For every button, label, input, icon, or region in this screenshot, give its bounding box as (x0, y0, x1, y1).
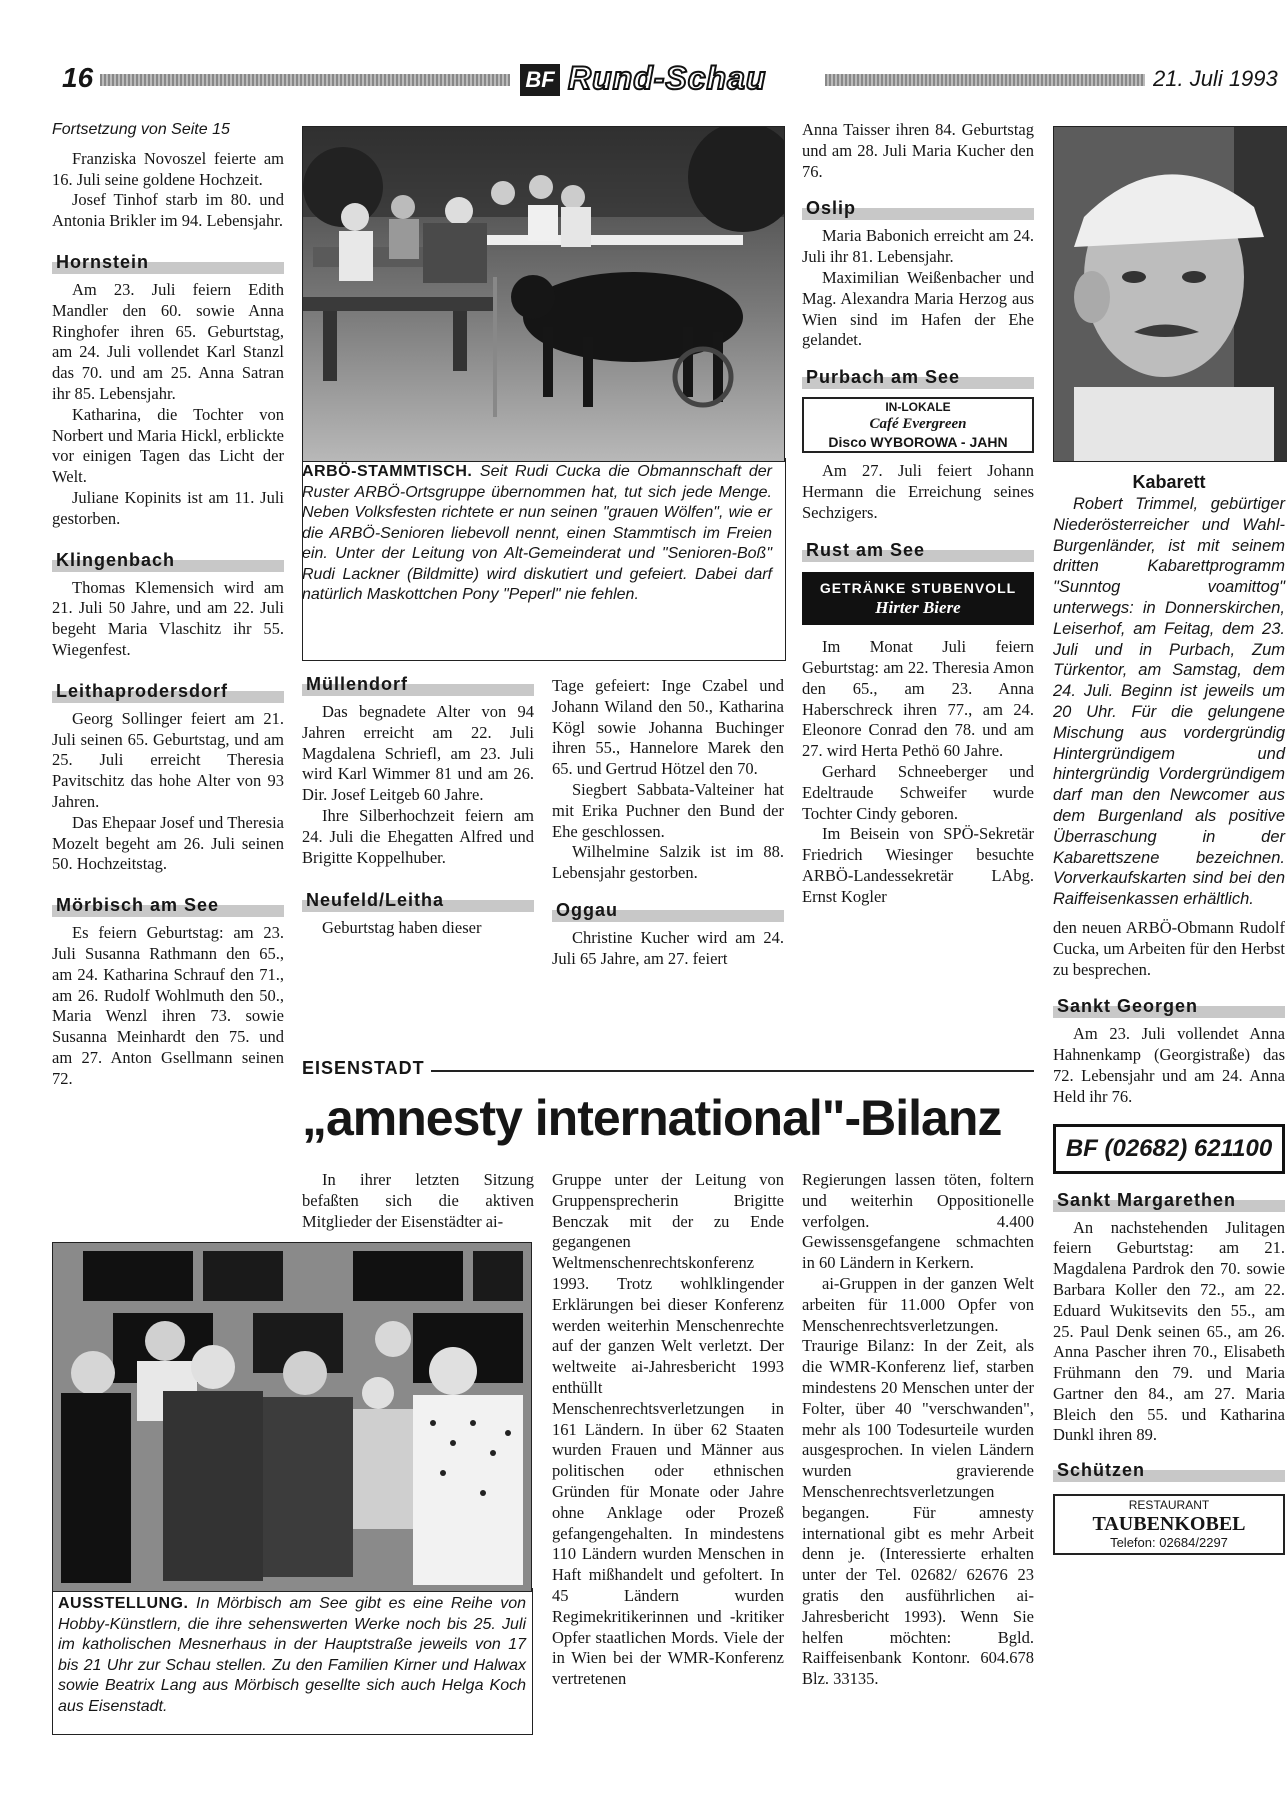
paragraph: Josef Tinhof starb im 80. und Antonia Brikler im 94. Lebensjahr. (52, 190, 284, 231)
ad-restaurant (1053, 1494, 1285, 1555)
paragraph: Maximilian Weißenbacher und Mag. Alexandra Maria Herzog aus Wien sind im Hafen der Ehe gelandet. (802, 267, 1034, 350)
kabarett-title: Kabarett (1132, 472, 1206, 492)
ad-restaurant-line2: TAUBENKOBEL (1092, 1513, 1246, 1536)
paragraph: Georg Sollinger feiert am 21. Juli seinen 65. Geburtstag, und am 25. Juli erreicht Theresia Pavitschitz das hohe Alter von 93 Jahren. (52, 708, 284, 811)
logo-title: Rund-Schau (568, 60, 767, 96)
ad-evergreen-line1: IN-LOKALE (885, 400, 951, 415)
ad-getraenke (802, 572, 1034, 626)
masthead-rule-left (100, 74, 510, 86)
ad-evergreen-line3: Disco WYBOROWA - JAHN (828, 434, 1008, 451)
paragraph: Am 23. Juli vollendet Anna Hahnenkamp (Georgistraße) das 72. Lebensjahr und am 24. Anna Held ihr 76. (1053, 1024, 1285, 1106)
paragraph: An nachstehenden Julitagen feiern Geburtstag: am 21. Magdalena Pardrok den 70. sowie Barbara Koller den 72., am 22. Eduard Wukitsevits den 55., am 25. Paul Denk seinen 65., am 26. Anna Pascher ihren 70., Elisabeth Frühmann den 79. und Maria Gartner den 84., am 27. Maria Bleich den 55. und Katharina Dunkl ihren 89. (1053, 1217, 1285, 1445)
section-heading-schuetzen: Schützen (1053, 1458, 1285, 1482)
eisenstadt-kicker (302, 1058, 1034, 1084)
caption-text: Seit Rudi Cucka die Obmannschaft der Ruster ARBÖ-Ortsgruppe übernommen hat, tut sich jede Menge. Neben Volksfesten richtete er nun seinen "grauen Wölfen", wie er die ARBÖ-Senioren liebevoll nennt, einen Stammtisch im Freien ein. Unter der Leitung von Alt-Gemeinderat und "Senioren-Boß" Rudi Lackner (Bildmitte) wird diskutiert und gefeiert. Dabei darf natürlich Maskottchen Pony "Peperl" nie fehlen. (302, 463, 772, 603)
paragraph: ai-Gruppen in der ganzen Welt arbeiten für 11.000 Opfer von Menschenrechtsverletzungen. Traurige Bilanz: In der Zeit, als die WMR-Konferenz lief, starben mindestens 20 Menschen unter der Folter, über 40 "verschwanden", mehr als 100 Todesurteile wurden ausgesprochen. In vielen Ländern wurden gravierende Menschenrechtsverletzungen begangen. Für amnesty international gibt es mehr Arbeit denn je. (Interessierte erhalten unter der Tel. 02682/ 62676 23 gratis den ausführlichen ai-Jahresbericht 1993). Wenn Sie helfen möchten: Bgld. Raiffeisenbank Kontonr. 604.678 Blz. 33135. (802, 1273, 1034, 1689)
caption-lead: ARBÖ-STAMMTISCH. (302, 463, 473, 480)
ad-evergreen (802, 397, 1034, 453)
article-headline: „amnesty international"-Bilanz (302, 1090, 1002, 1146)
article-col-a (302, 1170, 534, 1232)
page-number: 16 (62, 62, 94, 93)
caption-text: In Mörbisch am See gibt es eine Reihe von Hobby-Künstlern, die ihre sehenswerten Werke noch bis 25. Juli im katholischen Mesnerhaus in der Hauptstraße jeweils von 17 bis 21 Uhr zur Schau stellen. Zu den Familien Kirner und Halwax sowie Beatrix Lang aus Mörbisch gesellte sich auch Helga Koch aus Eisenstadt. (58, 1595, 526, 1715)
continuation-note: Fortsetzung von Seite 15 (52, 121, 230, 138)
section-heading-leithaprodersdorf: Leithaprodersdorf (52, 679, 284, 703)
section-heading-margarethen: Sankt Margarethen (1053, 1188, 1285, 1212)
section-heading-oslip: Oslip (802, 196, 1034, 220)
kabarett-caption: Robert Trimmel, gebürtiger Niederösterreicher und Wahl-Burgenländer, ist mit seinem dritten Kabarettprogramm "Sunntog voamittog" unterwegs: in Donnerskirchen, Leiserhof, am Feitag, dem 23. Juli und in Purbach, Zum Türkentor, am Samstag, dem 24. Juli. Beginn ist jeweils um 20 Uhr. Für die gelungene Mischung aus vordergründig Hintergründigem und hintergründig Vordergründigem darf man den Newcomer aus dem Burgenland als positive Überraschung in der Kabarettszene bezeichnen. Vorverkaufskarten sind bei den Raiffeisenkassen erhältlich. (1053, 495, 1285, 909)
masthead (0, 60, 1287, 102)
section-heading-georgen: Sankt Georgen (1053, 994, 1285, 1018)
section-heading-hornstein: Hornstein (52, 250, 284, 274)
ad-evergreen-line2: Café Evergreen (869, 416, 967, 433)
logo-badge: BF (520, 64, 560, 96)
ausstellung-photo-image (53, 1243, 531, 1591)
paragraph: Maria Babonich erreicht am 24. Juli ihr 81. Lebensjahr. (802, 226, 1034, 267)
paragraph: Regierungen lassen töten, foltern und weiterhin Oppositionelle verfolgen. 4.400 Gewissensgefangene schmachten in 60 Ländern in Kerkern. (802, 1170, 1034, 1273)
paragraph: Das begnadete Alter von 94 Jahren erreicht am 22. Juli Magdalena Schriefl, am 23. Juli wird Karl Wimmer 81 und am 26. Dir. Josef Leitgeb 60 Jahre. (302, 702, 534, 805)
column-5 (1053, 470, 1285, 1555)
kabarett-portrait-image (1054, 127, 1287, 461)
paragraph: Am 23. Juli feiern Edith Mandler den 60. sowie Anna Ringhofer ihren 65. Geburtstag, am 24. Juli vollendet Karl Stanzl das 70. und am 25. Anna Satran ihr 85. Lebensjahr. (52, 279, 284, 403)
section-heading-rust: Rust am See (802, 538, 1034, 562)
paragraph: Im Beisein von SPÖ-Sekretär Friedrich Wiesinger besuchte ARBÖ-Landessekretär LAbg. Ernst Kogler (802, 824, 1034, 906)
article-col-c (802, 1170, 1034, 1690)
paragraph: Am 27. Juli feiert Johann Hermann die Erreichung seines Sechzigers. (802, 461, 1034, 522)
caption-box-border (52, 1588, 533, 1735)
kicker-label: EISENSTADT (302, 1058, 431, 1078)
paragraph: Katharina, die Tochter von Norbert und Maria Hickl, erblickte vor einigen Tagen das Licht der Welt. (52, 404, 284, 487)
paragraph: Es feiern Geburtstag: am 23. Juli Susanna Rathmann den 65., am 24. Katharina Schrauf den 71., am 26. Rudolf Wohlmuth den 50., Maria Wenzl ihren 73. sowie Susanna Meinhardt den 75. und am 27. Anton Gsellmann seinen 72. (52, 923, 284, 1088)
paragraph: Christine Kucher wird am 24. Juli 65 Jahre, am 27. feiert (552, 927, 784, 968)
paragraph: Gruppe unter der Leitung von Gruppensprecherin Brigitte Benczak mit der zu Ende gegangenen Weltmenschenrechtskonferenz 1993. Trotz wohlklingender Erklärungen bei dieser Konferenz werden weiterhin Menschenrechte auf der ganzen Welt verletzt. Der weltweite ai-Jahresbericht 1993 enthüllt Menschenrechtsverletzungen in 161 Ländern. In über 62 Staaten wurden Frauen und Männer aus politischen oder ethnischen Gründen für Monate oder Jahre ohne Anklage oder Prozeß gefangengehalten. In mindestens 110 Ländern wurden Menschen in Haft mißhandelt und gefoltert. In 45 Ländern wurden Regimekritikerinnen und -kritiker Opfer staatlichen Mords. Viele der in Wien bei der WMR-Konferenz vertretenen (552, 1170, 784, 1689)
photo-kabarett-portrait (1053, 126, 1287, 462)
issue-date: 21. Juli 1993 (1153, 66, 1278, 91)
column-3-lower (552, 676, 784, 970)
paragraph: Siegbert Sabbata-Valteiner hat mit Erika Puchner den Bund der Ehe geschlossen. (552, 779, 784, 841)
section-heading-purbach: Purbach am See (802, 365, 1034, 389)
section-heading-muellendorf: Müllendorf (302, 672, 534, 696)
photo-ausstellung (52, 1242, 532, 1592)
paragraph: Das Ehepaar Josef und Theresia Mozelt begeht am 26. Juli seinen 50. Hochzeitstag. (52, 812, 284, 874)
phone-box: BF (02682) 621100 (1053, 1124, 1285, 1174)
paragraph: Tage gefeiert: Inge Czabel und Johann Wiland den 50., Katharina Kögl sowie Johanna Buchinger ihren 55., Hannelore Marek den 65. und Gertrud Hötzel den 70. (552, 676, 784, 779)
paragraph: Gerhard Schneeberger und Edeltraude Schweifer wurde Tochter Cindy geboren. (802, 761, 1034, 823)
ad-restaurant-line1: RESTAURANT (1128, 1498, 1210, 1513)
column-2-lower (302, 672, 534, 939)
paragraph: Ihre Silberhochzeit feiern am 24. Juli die Ehegatten Alfred und Brigitte Koppelhuber. (302, 805, 534, 867)
paragraph: Geburtstag haben dieser (322, 918, 482, 938)
stammtisch-photo-image (303, 127, 784, 461)
section-heading-moerbisch: Mörbisch am See (52, 893, 284, 917)
paragraph: Im Monat Juli feiern Geburtstag: am 22. Theresia Amon den 65., am 23. Anna Haberschreck ihren 77., am 24. Eleonore Conrad den 78. und am 27. wird Herta Pethö 60 Jahre. (802, 637, 1034, 761)
caption-box-border (302, 458, 786, 661)
section-heading-klingenbach: Klingenbach (52, 548, 284, 572)
section-heading-oggau: Oggau (552, 898, 784, 922)
paragraph: Franziska Novoszel feierte am 16. Juli seine goldene Hochzeit. (52, 148, 284, 189)
paragraph: den neuen ARBÖ-Obmann Rudolf Cucka, um Arbeiten für den Herbst zu besprechen. (1053, 917, 1285, 979)
ad-getraenke-line2: Hirter Biere (875, 598, 961, 618)
paragraph: In ihrer letzten Sitzung befaßten sich die aktiven Mitglieder der Eisenstädter ai- (302, 1170, 534, 1231)
section-heading-neufeld: Neufeld/Leitha (302, 888, 534, 912)
paragraph: Thomas Klemensich wird am 21. Juli 50 Jahre, und am 22. Juli begeht Maria Vlaschitz ihr 55. Wiegenfest. (52, 577, 284, 659)
paragraph: Juliane Kopinits ist am 11. Juli gestorben. (52, 487, 284, 528)
caption-lead: AUSSTELLUNG. (58, 1595, 189, 1612)
masthead-rule-right (825, 74, 1145, 86)
column-1 (52, 120, 284, 1089)
ad-getraenke-line1: GETRÄNKE STUBENVOLL (819, 579, 1017, 596)
photo-arboe-stammtisch (302, 126, 785, 462)
column-4 (802, 120, 1034, 908)
paragraph: Anna Taisser ihren 84. Geburtstag und am 28. Juli Maria Kucher den 76. (802, 120, 1034, 181)
article-col-b (552, 1170, 784, 1690)
ad-restaurant-line3: Telefon: 02684/2297 (1110, 1535, 1228, 1551)
paragraph: Wilhelmine Salzik ist im 88. Lebensjahr gestorben. (552, 842, 784, 883)
